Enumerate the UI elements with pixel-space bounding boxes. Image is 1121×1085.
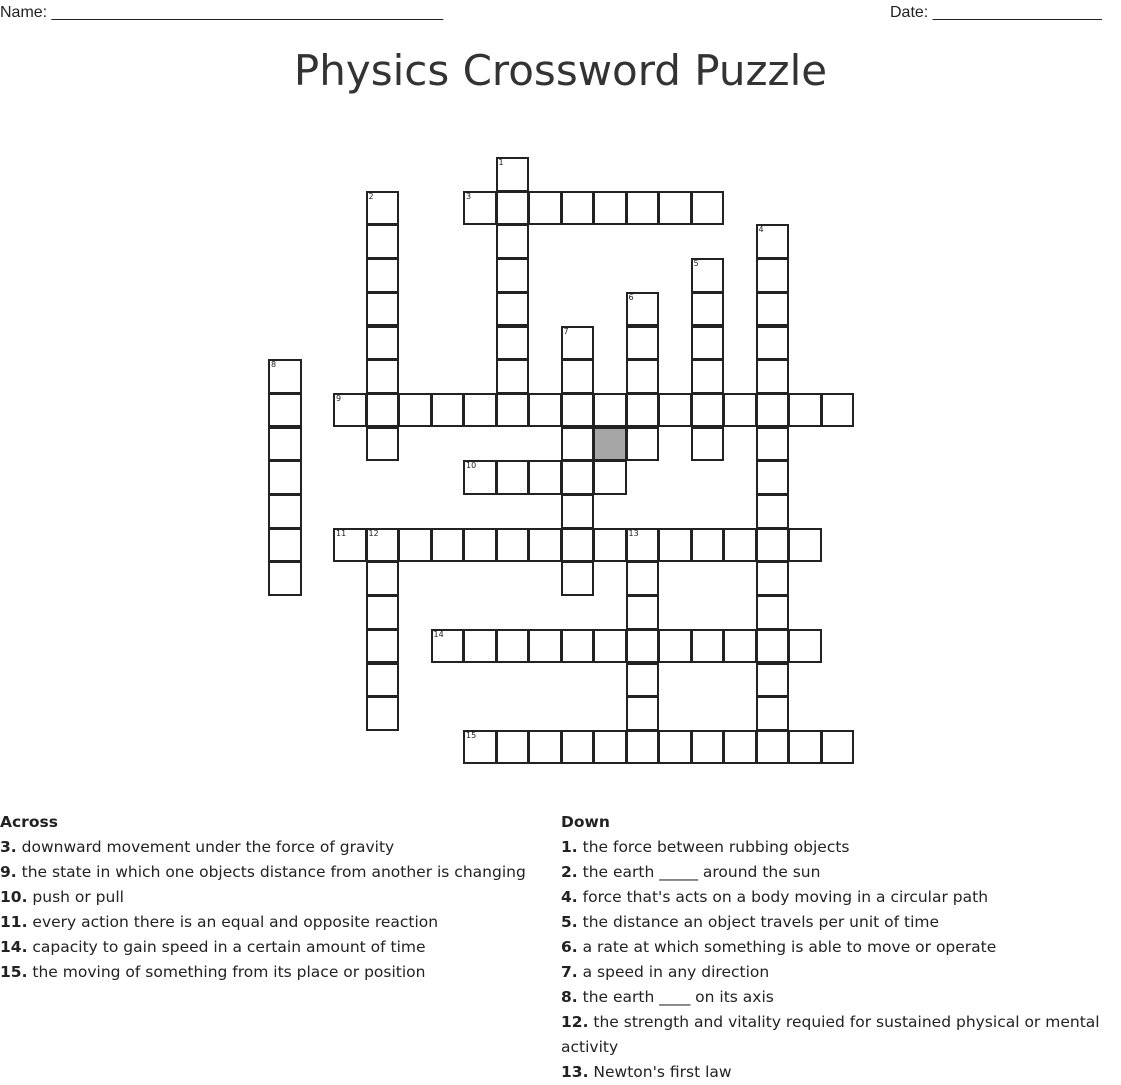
clue-number: 11. [0, 913, 28, 931]
grid-cell[interactable] [561, 528, 595, 563]
cell-number: 11 [336, 528, 347, 538]
grid-cell[interactable] [756, 528, 790, 563]
grid-cell[interactable] [398, 528, 432, 563]
page-title: Physics Crossword Puzzle [293, 46, 828, 95]
clue-text: the distance an object travels per unit of time [582, 913, 940, 931]
grid-cell[interactable] [658, 191, 692, 226]
grid-cell[interactable] [756, 224, 790, 259]
down-clue [561, 885, 1116, 910]
grid-cell[interactable] [366, 292, 400, 327]
grid-cell[interactable] [626, 393, 660, 428]
grid-cell[interactable] [756, 595, 790, 630]
grid-cell[interactable] [756, 427, 790, 462]
grid-cell[interactable] [431, 393, 465, 428]
cell-number: 10 [466, 461, 477, 471]
across-clue [0, 860, 545, 885]
shaded-cell [593, 427, 627, 462]
grid-cell[interactable] [593, 629, 627, 664]
down-clue [561, 835, 1116, 860]
grid-cell[interactable] [561, 629, 595, 664]
grid-cell[interactable] [496, 224, 530, 259]
grid-cell[interactable] [561, 326, 595, 361]
grid-cell[interactable] [821, 393, 855, 428]
clue-text: push or pull [32, 888, 124, 906]
clue-number: 6. [561, 938, 578, 956]
grid-cell[interactable] [561, 561, 595, 596]
grid-cell[interactable] [723, 528, 757, 563]
grid-cell[interactable] [788, 730, 822, 765]
clue-text: the earth ____ on its axis [582, 988, 774, 1006]
grid-cell[interactable] [528, 528, 562, 563]
grid-cell[interactable] [366, 393, 400, 428]
grid-cell[interactable] [723, 393, 757, 428]
clue-text: the earth _____ around the sun [582, 863, 821, 881]
date-label: Date: ___________________ [890, 4, 1102, 21]
clue-text: the strength and vitality requied for sustained physical or mental activity [561, 1013, 1100, 1056]
grid-cell[interactable] [821, 730, 855, 765]
grid-cell[interactable] [366, 663, 400, 698]
grid-cell[interactable] [366, 224, 400, 259]
grid-cell[interactable] [366, 359, 400, 394]
grid-cell[interactable] [723, 629, 757, 664]
grid-cell[interactable] [496, 393, 530, 428]
grid-cell[interactable] [268, 393, 302, 428]
grid-cell[interactable] [366, 629, 400, 664]
grid-cell[interactable] [756, 561, 790, 596]
grid-cell[interactable] [496, 258, 530, 293]
grid-cell[interactable] [496, 730, 530, 765]
cell-number: 15 [466, 730, 477, 740]
clue-number: 1. [561, 838, 578, 856]
clue-number: 15. [0, 963, 28, 981]
grid-cell[interactable] [626, 629, 660, 664]
grid-cell[interactable] [756, 359, 790, 394]
grid-cell[interactable] [788, 528, 822, 563]
grid-cell[interactable] [496, 191, 530, 226]
grid-cell[interactable] [366, 561, 400, 596]
cell-number: 5 [693, 259, 699, 269]
clue-number: 4. [561, 888, 578, 906]
grid-cell[interactable] [756, 494, 790, 529]
grid-cell[interactable] [463, 393, 497, 428]
down-clue [561, 910, 1116, 935]
grid-cell[interactable] [366, 258, 400, 293]
clue-number: 9. [0, 863, 17, 881]
grid-cell[interactable] [366, 427, 400, 462]
grid-cell[interactable] [756, 629, 790, 664]
grid-cell[interactable] [268, 427, 302, 462]
cell-number: 2 [368, 191, 374, 201]
grid-cell[interactable] [658, 393, 692, 428]
grid-cell[interactable] [593, 528, 627, 563]
grid-cell[interactable] [333, 528, 367, 563]
clue-text: Newton's first law [593, 1063, 732, 1081]
grid-cell[interactable] [496, 460, 530, 495]
grid-cell[interactable] [756, 258, 790, 293]
cell-number: 9 [336, 393, 342, 403]
grid-cell[interactable] [268, 561, 302, 596]
cell-number: 3 [466, 191, 472, 201]
grid-cell[interactable] [268, 460, 302, 495]
grid-cell[interactable] [366, 191, 400, 226]
grid-cell[interactable] [593, 730, 627, 765]
grid-cell[interactable] [626, 561, 660, 596]
grid-cell[interactable] [528, 730, 562, 765]
grid-cell[interactable] [366, 326, 400, 361]
grid-cell[interactable] [691, 258, 725, 293]
grid-cell[interactable] [691, 359, 725, 394]
clue-text: the force between rubbing objects [582, 838, 850, 856]
clue-text: capacity to gain speed in a certain amount of time [32, 938, 426, 956]
grid-cell[interactable] [626, 292, 660, 327]
cell-number: 8 [271, 360, 277, 370]
grid-cell[interactable] [593, 191, 627, 226]
across-clue [0, 835, 545, 860]
grid-cell[interactable] [626, 730, 660, 765]
grid-cell[interactable] [463, 730, 497, 765]
grid-cell[interactable] [626, 528, 660, 563]
grid-cell[interactable] [691, 326, 725, 361]
grid-cell[interactable] [691, 730, 725, 765]
down-heading: Down [561, 813, 610, 831]
grid-cell[interactable] [561, 393, 595, 428]
grid-cell[interactable] [496, 359, 530, 394]
grid-cell[interactable] [756, 460, 790, 495]
clue-text: a speed in any direction [582, 963, 770, 981]
grid-cell[interactable] [366, 595, 400, 630]
grid-cell[interactable] [593, 393, 627, 428]
grid-cell[interactable] [496, 157, 530, 192]
cell-number: 7 [563, 326, 569, 336]
grid-cell[interactable] [561, 427, 595, 462]
grid-cell[interactable] [463, 528, 497, 563]
grid-cell[interactable] [463, 191, 497, 226]
across-heading: Across [0, 813, 58, 831]
clue-number: 13. [561, 1063, 589, 1081]
clue-number: 2. [561, 863, 578, 881]
grid-cell[interactable] [691, 292, 725, 327]
down-clue [561, 1010, 1116, 1060]
grid-cell[interactable] [756, 663, 790, 698]
down-clues [561, 810, 1116, 1085]
grid-cell[interactable] [626, 595, 660, 630]
clue-text: a rate at which something is able to move or operate [582, 938, 997, 956]
grid-cell[interactable] [333, 393, 367, 428]
grid-cell[interactable] [463, 460, 497, 495]
grid-cell[interactable] [268, 359, 302, 394]
grid-cell[interactable] [756, 292, 790, 327]
grid-cell[interactable] [723, 730, 757, 765]
grid-cell[interactable] [431, 528, 465, 563]
grid-cell[interactable] [626, 191, 660, 226]
grid-cell[interactable] [561, 494, 595, 529]
grid-cell[interactable] [593, 460, 627, 495]
grid-cell[interactable] [788, 629, 822, 664]
grid-cell[interactable] [561, 730, 595, 765]
clue-number: 14. [0, 938, 28, 956]
clue-text: the moving of something from its place or position [32, 963, 426, 981]
clue-number: 3. [0, 838, 17, 856]
grid-cell[interactable] [528, 393, 562, 428]
grid-cell[interactable] [496, 528, 530, 563]
grid-cell[interactable] [366, 528, 400, 563]
grid-cell[interactable] [496, 292, 530, 327]
grid-cell[interactable] [496, 326, 530, 361]
grid-cell[interactable] [431, 629, 465, 664]
grid-cell[interactable] [691, 191, 725, 226]
across-clue [0, 935, 545, 960]
grid-cell[interactable] [691, 427, 725, 462]
grid-cell[interactable] [658, 629, 692, 664]
grid-cell[interactable] [496, 629, 530, 664]
cell-number: 12 [368, 528, 379, 538]
clue-text: force that's acts on a body moving in a circular path [582, 888, 989, 906]
cell-number: 14 [433, 629, 444, 639]
down-clue [561, 860, 1116, 885]
across-clue [0, 960, 545, 985]
grid-cell[interactable] [463, 629, 497, 664]
grid-cell[interactable] [691, 393, 725, 428]
grid-cell[interactable] [366, 696, 400, 731]
grid-cell[interactable] [788, 393, 822, 428]
grid-cell[interactable] [528, 460, 562, 495]
grid-cell[interactable] [626, 696, 660, 731]
clue-number: 5. [561, 913, 578, 931]
clue-text: every action there is an equal and opposite reaction [32, 913, 439, 931]
grid-cell[interactable] [756, 393, 790, 428]
cell-number: 1 [498, 158, 504, 167]
grid-cell[interactable] [626, 663, 660, 698]
grid-cell[interactable] [561, 460, 595, 495]
cell-number: 13 [628, 528, 639, 538]
cell-number: 6 [628, 292, 634, 302]
grid-cell[interactable] [561, 359, 595, 394]
clue-text: downward movement under the force of gravity [21, 838, 395, 856]
grid-cell[interactable] [658, 730, 692, 765]
across-clues [0, 810, 545, 985]
grid-cell[interactable] [626, 326, 660, 361]
name-label: Name: ____________________________________________ [0, 4, 444, 21]
cell-number: 4 [758, 225, 764, 235]
grid-cell[interactable] [268, 494, 302, 529]
grid-cell[interactable] [626, 359, 660, 394]
clue-number: 10. [0, 888, 28, 906]
down-clue [561, 960, 1116, 985]
clue-number: 8. [561, 988, 578, 1006]
grid-cell[interactable] [626, 427, 660, 462]
grid-cell[interactable] [658, 528, 692, 563]
down-clue [561, 935, 1116, 960]
grid-cell[interactable] [528, 629, 562, 664]
across-clue [0, 885, 545, 910]
across-clue [0, 910, 545, 935]
grid-cell[interactable] [756, 730, 790, 765]
down-clue [561, 1060, 1116, 1085]
grid-cell[interactable] [268, 528, 302, 563]
grid-cell[interactable] [691, 528, 725, 563]
clue-text: the state in which one objects distance from another is changing [21, 863, 526, 881]
grid-cell[interactable] [561, 191, 595, 226]
down-clue [561, 985, 1116, 1010]
grid-cell[interactable] [756, 326, 790, 361]
grid-cell[interactable] [528, 191, 562, 226]
grid-cell[interactable] [398, 393, 432, 428]
clue-number: 12. [561, 1013, 589, 1031]
grid-cell[interactable] [756, 696, 790, 731]
clue-number: 7. [561, 963, 578, 981]
grid-cell[interactable] [691, 629, 725, 664]
